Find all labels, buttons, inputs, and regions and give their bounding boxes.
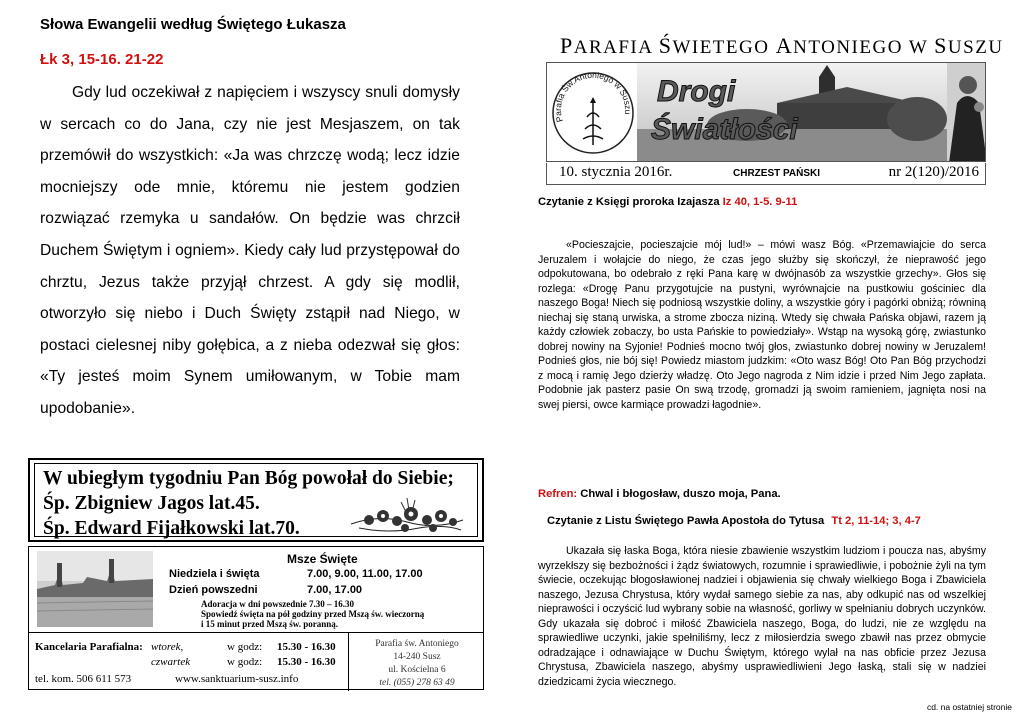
issue-feast: CHRZEST PAŃSKI (733, 168, 821, 179)
reading2-title: Czytanie z Listu Świętego Pawła Apostoła do Tytusa (547, 515, 825, 527)
office-day-2: czwartek (151, 656, 191, 668)
mass-note-morning: i 15 minut przed Mszą św. poranną. (201, 619, 339, 629)
seal-text: Parafia Św.Antoniego w Suszu (552, 69, 634, 124)
mass-schedule (28, 546, 484, 632)
masthead-initial-4: S (934, 33, 948, 58)
address-line-3: ul. Kościelna 6 (388, 665, 446, 675)
reading1-heading (538, 196, 797, 208)
reading1-text: «Pocieszajcie, pocieszajcie mój lud!» – mówi wasz Bóg. «Przemawiajcie do serca Jeruzalem i wołajcie do niego, że czas jego służby się skończył, że nieprawość jego odpokutowana, bo odebrało z ręki Pana karę w dwójnasób za wszystkie grzechy». Głos się rozlega: «Drogę Panu przygotujcie na pustyni, wyrównajcie na pustkowiu gościniec dla naszego Boga! Niech się podniosą wszystkie doliny, a wszystkie góry i pagórki obniżą; równiną niechaj się staną urwiska, a strome zbocza niziną. Wtedy się chwała Pańska objawi, razem ją każdy człowiek zobaczy, bo usta Pańskie to powiedziały». Wstąp na wysoką górę, zwiastunko dobrej nowiny na Syjonie! Podnieś mocno twój głos, zwiastunko dobrej nowiny w Jeruzalem! Podnieś głos, nie bój się! Powiedz miastom judzkim: «Oto wasz Bóg! Oto Pan Bóg przychodzi z mocą i ramię Jego dzierży władzę. Oto Jego nagroda z Nim idzie i przed Nim Jego zapłata. Podobnie jak pasterz pasie On swą trzodę, gromadzi ją swoim ramieniem, jagnięta nosi na swej piersi, owce karmiące prowadzi łagodnie». (538, 239, 986, 411)
mass-weekday-times: 7.00, 17.00 (307, 584, 363, 596)
office-website-link[interactable]: www.sanktuarium-susz.info (175, 673, 299, 685)
issue-bar (546, 163, 986, 185)
address-line-2: 14-240 Susz (393, 652, 441, 662)
obituary-name-1: Śp. Zbigniew Jagos lat.45. (43, 493, 260, 514)
masthead-word-4: USZU (947, 37, 1004, 58)
reading2-heading (547, 515, 921, 527)
reading2-reference: Tt 2, 11-14; 3, 4-7 (831, 515, 921, 527)
office-phone: tel. kom. 506 611 573 (35, 673, 132, 685)
parish-masthead (560, 33, 1004, 59)
parish-address (351, 633, 483, 691)
banner-title-2: Światłości (651, 113, 798, 146)
reading2-text: Ukazała się łaska Boga, która niesie zbawienie wszystkim ludziom i poucza nas, abyśmy wyrzekłszy się bezbożności i żądz światowych, rozumnie i sprawiedliwie, i pobożnie żyli na tym świecie, oczekując błogosławionej nadziei i objawienia się chwały wielkiego Boga i Zbawiciela naszego, Jezusa Chrystusa, który wydał samego siebie za nas, aby odkupić nas od wszelkiej nieprawości i oczyścić lud wybrany sobie na własność, gorliwy w spełnianiu dobrych uczynków. Gdy ukazała się dobroć i miłość Zbawiciela naszego, Boga, do ludzi, nie ze względu na sprawiedliwe uczynki, jakie spełniliśmy, lecz z miłosierdzia swego zbawił nas przez obmycie odradzające i odnawiające w Duchu Świętym, którego wylał na nas obficie przez Jezusa Chrystusa, Zbawiciela naszego, abyśmy usprawiedliwieni Jego łaską, stali się w nadziei dziedzicami życia wiecznego. (538, 545, 986, 688)
mass-weekday-label: Dzień powszedni (169, 584, 258, 596)
issue-number: nr 2(120)/2016 (888, 164, 979, 180)
parish-office (28, 632, 484, 690)
office-hours-1: 15.30 - 16.30 (277, 641, 336, 653)
address-phone: tel. (055) 278 63 49 (379, 678, 455, 688)
flowers-icon (349, 494, 467, 538)
office-hours-2: 15.30 - 16.30 (277, 656, 336, 668)
banner-art (547, 63, 986, 162)
continued-note: cd. na ostatniej stronie (926, 702, 1012, 712)
obituary-heading: W ubiegłym tygodniu Pan Bóg powołał do Siebie; (43, 468, 454, 489)
issue-date: 10. stycznia 2016r. (559, 164, 673, 180)
gospel-reference: Łk 3, 15-16. 21-22 (40, 51, 164, 68)
reading1-reference: Iz 40, 1-5. 9-11 (722, 196, 798, 208)
obituary-box (28, 458, 484, 542)
office-label: Kancelaria Parafialna: (35, 641, 143, 653)
office-day-1: wtorek, (151, 641, 184, 653)
masthead-initial-3: A (775, 33, 794, 58)
office-hours-prefix-1: w godz: (227, 641, 263, 653)
address-line-1: Parafia św. Antoniego (375, 639, 459, 649)
newsletter-banner (546, 62, 986, 162)
mass-row-sunday (169, 568, 423, 580)
refrain-label: Refren: (538, 488, 578, 500)
psalm-refrain (538, 488, 781, 500)
reading1-title: Czytanie z Księgi proroka Izajasza (538, 196, 720, 208)
office-hours-prefix-2: w godz: (227, 656, 263, 668)
refrain-text: Chwal i błogosław, duszo moja, Pana. (580, 488, 781, 500)
masthead-initial-1: P (560, 33, 574, 58)
gospel-text: Gdy lud oczekiwał z napięciem i wszyscy snuli domysły w sercach co do Jana, czy nie jest Mesjaszem, on tak przemówił do wszystkich: «Ja was chrzczę wodą; lecz idzie mocniejszy ode mnie, któremu nie jestem godzien rozwiązać rzemyka u sandałów. On będzie was chrzcił Duchem Świętym i ogniem». Kiedy cały lud przystępował do chrztu, Jezus także przyjął chrzest. A gdy się modlił, otworzyło się niebo i Duch Święty zstąpił nad Niego, w postaci cielesnej niby gołębica, a z nieba odezwał się głos: «Ty jesteś moim Synem umiłowanym, w Tobie mam upodobanie». (40, 84, 460, 417)
masthead-initial-2: Ś (658, 33, 673, 58)
mass-note-confession: Spowiedź święta na pół godziny przed Mszą św. wieczorną (201, 609, 425, 619)
mass-row-weekday (169, 584, 363, 596)
masthead-word-3: NTONIEGO W (793, 37, 928, 58)
mass-sunday-label: Niedziela i święta (169, 568, 260, 580)
gospel-section (40, 16, 460, 425)
gospel-title: Słowa Ewangelii według Świętego Łukasza (40, 16, 346, 33)
mass-sunday-times: 7.00, 9.00, 11.00, 17.00 (307, 568, 423, 580)
parish-seal-icon (553, 70, 633, 153)
mass-note-adoration: Adoracja w dni powszednie 7.30 – 16.30 (201, 599, 355, 609)
obituary-name-2: Śp. Edward Fijałkowski lat.70. (43, 518, 300, 539)
masthead-word-2: WIETEGO (672, 37, 770, 58)
saint-anthony-photo (947, 63, 986, 162)
mass-title: Msze Święte (287, 552, 358, 566)
town-photo (37, 551, 153, 627)
masthead-word-1: ARAFIA (573, 37, 653, 58)
banner-title-1: Drogi (657, 75, 736, 108)
